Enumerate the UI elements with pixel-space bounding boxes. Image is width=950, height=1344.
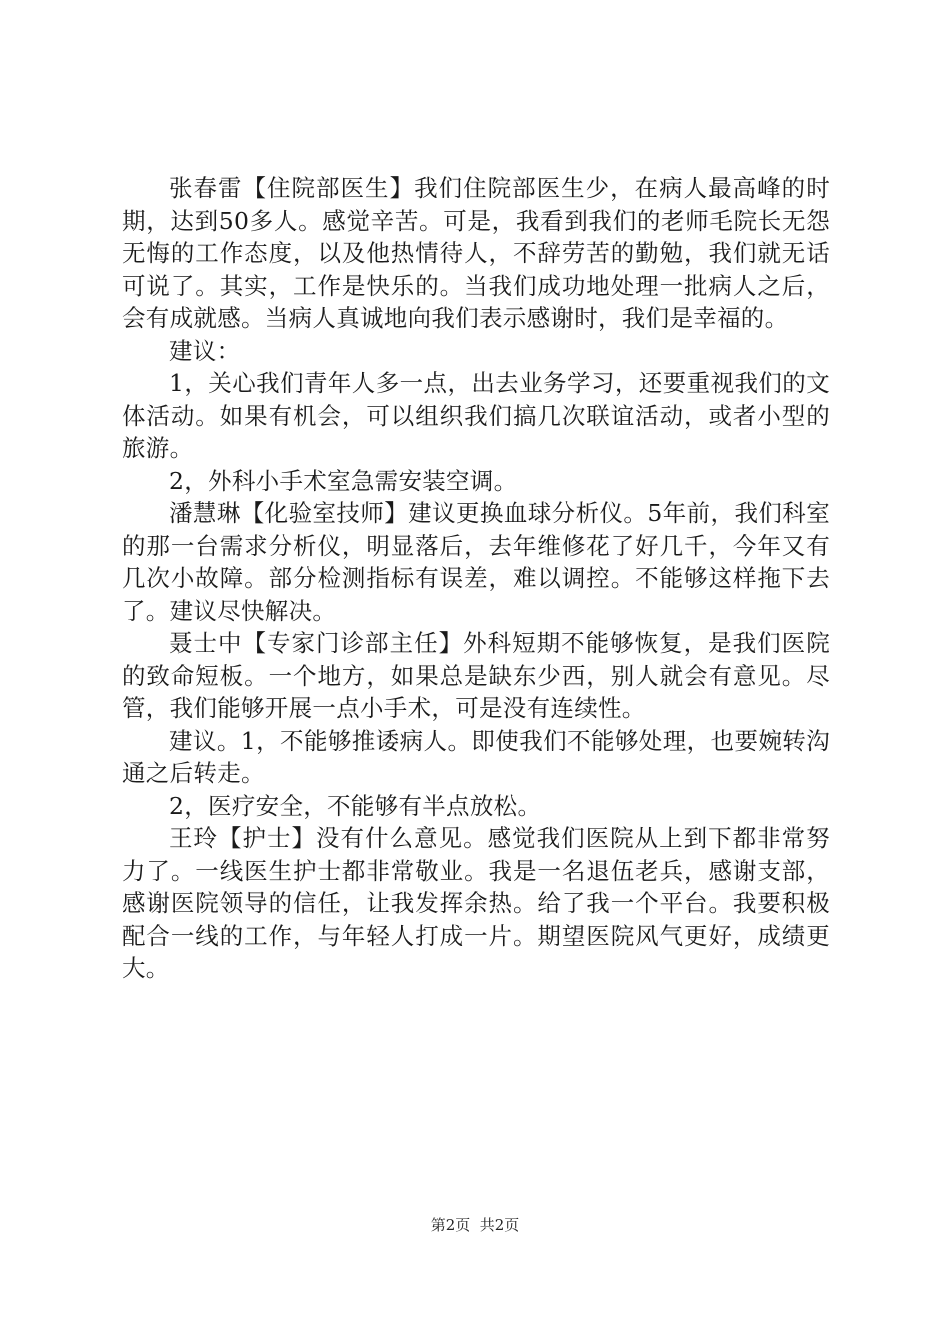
paragraph-nie-shizhong: 聂士中【专家门诊部主任】外科短期不能够恢复，是我们医院的致命短板。一个地方，如果总是缺东少西，别人就会有意见。尽管，我们能够开展一点小手术，可是没有连续性。	[122, 629, 830, 722]
page-number-label: 第2页 共2页	[430, 1216, 520, 1234]
paragraph-wang-ling: 王玲【护士】没有什么意见。感觉我们医院从上到下都非常努力了。一线医生护士都非常敬业。我是一名退伍老兵，感谢支部，感谢医院领导的信任，让我发挥余热。给了我一个平台。我要积极配合一线的工作，与年轻人打成一片。期望医院风气更好，成绩更大。	[122, 824, 830, 982]
paragraph-suggestion-heading: 建议：	[169, 336, 241, 365]
paragraph-pan-huilin: 潘慧琳【化验室技师】建议更换血球分析仪。5年前，我们科室的那一台需求分析仪，明显落后，去年维修花了好几千，今年又有几次小故障。部分检测指标有误差，难以调控。不能够这样拖下去了。建议尽快解决。	[122, 499, 830, 625]
paragraph-suggestion-2: 2，外科小手术室急需安装空调。	[169, 466, 518, 495]
paragraph-zhang-chunlei: 张春雷【住院部医生】我们住院部医生少，在病人最高峰的时期，达到50多人。感觉辛苦。可是，我看到我们的老师毛院长无怨无悔的工作态度，以及他热情待人，不辞劳苦的勤勉，我们就无话可说了。其实，工作是快乐的。当我们成功地处理一批病人之后，会有成就感。当病人真诚地向我们表示感谢时，我们是幸福的。	[122, 174, 830, 332]
paragraph-nie-suggestion-1: 建议。1，不能够推诿病人。即使我们不能够处理，也要婉转沟通之后转走。	[122, 726, 830, 787]
page-footer	[0, 1215, 950, 1235]
document-body	[122, 172, 830, 985]
paragraph-nie-suggestion-2: 2，医疗安全，不能够有半点放松。	[169, 791, 542, 820]
paragraph-suggestion-1: 1，关心我们青年人多一点，出去业务学习，还要重视我们的文体活动。如果有机会，可以组织我们搞几次联谊活动，或者小型的旅游。	[122, 369, 830, 462]
